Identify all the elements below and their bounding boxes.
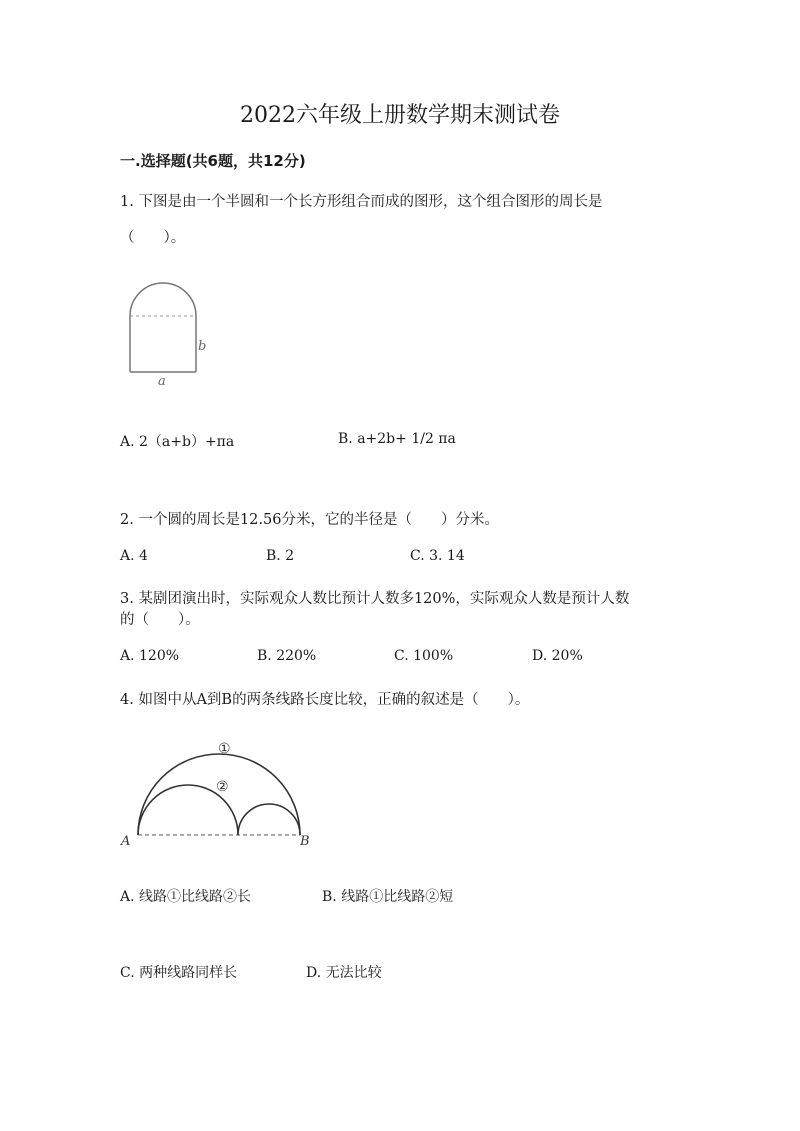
route-comparison-figure [116, 734, 326, 854]
point-b-label: B [300, 834, 310, 849]
question-4-option-d: D. 无法比较 [306, 965, 382, 981]
question-3-option-b: B. 220% [257, 648, 317, 664]
label-b: b [198, 339, 207, 354]
question-4-option-c: C. 两种线路同样长 [120, 965, 238, 981]
semicircle-rectangle-figure [118, 278, 218, 388]
question-4-stem: 4. 如图中从A到B的两条线路长度比较，正确的叙述是（ ）。 [120, 692, 530, 708]
semicircle-arc [130, 283, 196, 316]
question-4-option-b: B. 线路①比线路②短 [322, 889, 454, 905]
question-4-option-a: A. 线路①比线路②长 [120, 889, 252, 905]
question-1-stem-line1: 1. 下图是由一个半圆和一个长方形组合而成的图形，这个组合图形的周长是 [120, 194, 603, 210]
question-3-option-c: C. 100% [394, 648, 454, 664]
question-3-stem-line1: 3. 某剧团演出时，实际观众人数比预计人数多120%，实际观众人数是预计人数 [120, 591, 630, 607]
question-2-option-b: B. 2 [266, 548, 295, 564]
question-3-option-d: D. 20% [532, 648, 583, 664]
label-a: a [158, 374, 166, 388]
route-2-label: ② [216, 779, 229, 795]
question-2-option-a: A. 4 [120, 548, 148, 564]
question-2-stem: 2. 一个圆的周长是12.56分米，它的半径是（ ）分米。 [120, 512, 499, 528]
question-1-option-a: A. 2（a+b）+πa [120, 434, 235, 450]
point-a-label: A [121, 834, 131, 849]
route-2-arc-right [238, 804, 300, 835]
question-2-option-c: C. 3. 14 [410, 548, 465, 564]
question-3-option-a: A. 120% [120, 648, 180, 664]
question-1-option-b: B. a+2b+ 1/2 πa [338, 431, 456, 447]
question-3-stem-line2: 的（ ）。 [120, 612, 200, 628]
section-heading: 一.选择题(共6题，共12分) [120, 152, 306, 170]
question-1-stem-line2: （ ）。 [120, 230, 186, 246]
route-1-label: ① [218, 741, 231, 757]
page-title: 2022六年级上册数学期末测试卷 [240, 103, 560, 128]
